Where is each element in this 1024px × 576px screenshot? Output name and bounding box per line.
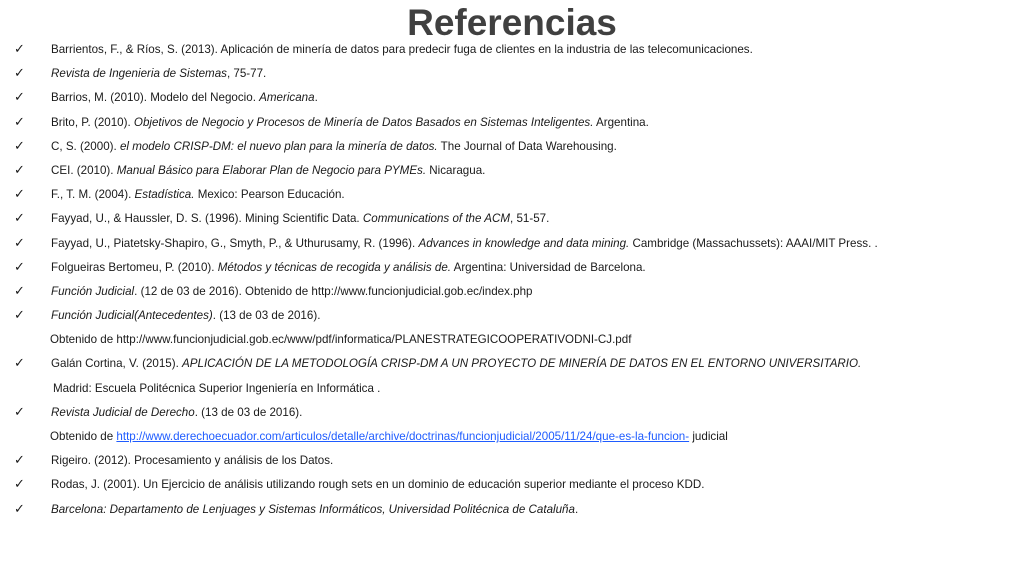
- reference-segment: F., T. M. (2004).: [51, 188, 135, 202]
- checkmark-icon: ✓: [14, 42, 25, 57]
- reference-italic-segment: APLICACIÓN DE LA METODOLOGÍA CRISP-DM A UN PROYECTO DE MINERÍA DE DATOS EN EL ENTORNO UNIVERSITARIO.: [182, 357, 862, 371]
- checkmark-icon: ✓: [14, 356, 25, 372]
- reference-segment: Brito, P. (2010).: [51, 115, 134, 129]
- reference-segment: Fayyad, U., & Haussler, D. S. (1996). Mining Scientific Data.: [51, 212, 363, 226]
- reference-italic-segment: Función Judicial: [51, 284, 135, 298]
- reference-item: [0, 183, 1024, 207]
- reference-text: [51, 62, 266, 86]
- reference-text: [50, 425, 728, 449]
- checkmark-icon: ✓: [14, 308, 25, 324]
- page-title: Referencias: [407, 2, 617, 43]
- reference-link[interactable]: http://www.derechoecuador.com/articulos/detalle/archive/doctrinas/funcionjudicial/2005/11/24/que-es-la-funcion-: [116, 430, 690, 443]
- reference-segment: Argentina: Universidad de Barcelona.: [451, 260, 646, 274]
- checkmark-icon: ✓: [14, 453, 25, 469]
- reference-segment: Mexico: Pearson Educación.: [194, 188, 345, 202]
- reference-text: [51, 183, 345, 207]
- reference-item: [0, 207, 1024, 231]
- reference-text: [51, 38, 753, 62]
- reference-italic-segment: Revista de Ingenieria de Sistemas: [51, 67, 227, 81]
- checkmark-icon: ✓: [14, 162, 25, 178]
- reference-item: [0, 38, 1024, 62]
- reference-item: [0, 280, 1024, 304]
- checkmark-icon: ✓: [14, 138, 25, 154]
- checkmark-icon: ✓: [14, 404, 25, 420]
- reference-item: [0, 498, 1024, 522]
- reference-text: [51, 207, 549, 231]
- reference-segment: Barrios, M. (2010). Modelo del Negocio.: [51, 91, 260, 105]
- reference-segment: Rigeiro. (2012). Procesamiento y análisis de los Datos.: [51, 454, 334, 468]
- reference-text: [51, 498, 578, 522]
- reference-item: [0, 328, 1024, 352]
- checkmark-icon: ✓: [14, 477, 25, 493]
- reference-segment: Obtenido de http://www.funcionjudicial.gob.ec/www/pdf/informatica/PLANESTRATEGICOOPERATIVODNI-CJ.pdf: [50, 333, 632, 347]
- reference-segment: CEI. (2010).: [51, 163, 117, 177]
- checkmark-icon: ✓: [14, 114, 25, 130]
- checkmark-icon: ✓: [14, 259, 25, 275]
- reference-text: [51, 135, 617, 159]
- reference-text: [51, 473, 704, 497]
- reference-text: [51, 449, 333, 473]
- reference-text: [51, 304, 320, 328]
- reference-segment: Cambridge (Massachussets): AAAI/MIT Press. .: [629, 236, 878, 250]
- reference-segment: . (13 de 03 de 2016).: [212, 309, 321, 323]
- reference-text: [51, 280, 532, 304]
- reference-segment: The Journal of Data Warehousing.: [437, 139, 617, 153]
- reference-segment: Madrid: Escuela Politécnica Superior Ingeniería en Informática .: [53, 381, 381, 395]
- reference-item: [0, 449, 1024, 473]
- reference-italic-segment: Revista Judicial de Derecho: [51, 405, 195, 419]
- checkmark-icon: ✓: [14, 211, 25, 227]
- reference-text: [51, 232, 878, 256]
- reference-item: [0, 304, 1024, 328]
- reference-item: [0, 473, 1024, 497]
- reference-item: [0, 256, 1024, 280]
- reference-item: [0, 401, 1024, 425]
- reference-italic-segment: Métodos y técnicas de recogida y análisis de.: [217, 260, 451, 274]
- checkmark-icon: ✓: [14, 90, 25, 106]
- reference-item: [0, 377, 1024, 401]
- reference-segment: Obtenido de: [50, 430, 117, 443]
- reference-segment: Nicaragua.: [426, 163, 486, 177]
- reference-text: [50, 328, 631, 352]
- reference-italic-segment: Communications of the ACM: [362, 212, 510, 226]
- reference-italic-segment: Función Judicial(Antecedentes): [51, 309, 213, 323]
- reference-item: [0, 135, 1024, 159]
- reference-segment: Rodas, J. (2001). Un Ejercicio de análisis utilizando rough sets en un dominio de educación superior mediante el proceso KDD.: [51, 478, 705, 492]
- reference-text: [51, 86, 318, 110]
- reference-italic-segment: el modelo CRISP-DM: el nuevo plan para la minería de datos.: [119, 139, 438, 153]
- reference-italic-segment: Estadística.: [134, 188, 195, 202]
- checkmark-icon: ✓: [14, 235, 25, 251]
- reference-text: [51, 352, 861, 376]
- reference-italic-segment: Manual Básico para Elaborar Plan de Negocio para PYMEs.: [116, 163, 427, 177]
- reference-segment: Folgueiras Bertomeu, P. (2010).: [51, 260, 218, 274]
- reference-segment: C, S. (2000).: [51, 139, 120, 153]
- reference-text: [51, 401, 302, 425]
- reference-segment: .: [314, 91, 318, 105]
- reference-italic-segment: Advances in knowledge and data mining.: [418, 236, 630, 250]
- reference-item: [0, 232, 1024, 256]
- checkmark-icon: ✓: [14, 66, 25, 82]
- reference-segment: . (12 de 03 de 2016). Obtenido de http://www.funcionjudicial.gob.ec/index.php: [134, 284, 533, 298]
- reference-italic-segment: Objetivos de Negocio y Procesos de Minería de Datos Basados en Sistemas Inteligentes.: [133, 115, 594, 129]
- reference-italic-segment: Barcelona: Departamento de Lenjuages y Sistemas Informáticos, Universidad Politécnica de Cataluña: [51, 502, 575, 516]
- reference-text: [51, 159, 485, 183]
- reference-text: [51, 256, 646, 280]
- reference-item: [0, 159, 1024, 183]
- reference-text: [51, 111, 649, 135]
- reference-segment: .: [574, 502, 579, 516]
- reference-segment: Barrientos, F., & Ríos, S. (2013). Aplicación de minería de datos para predecir fuga de clientes en la industria de las telecomunicaciones.: [51, 43, 753, 56]
- reference-segment: judicial: [689, 430, 728, 443]
- reference-segment: Argentina.: [593, 115, 649, 129]
- reference-item: [0, 425, 1024, 449]
- checkmark-icon: ✓: [14, 501, 25, 517]
- reference-item: [0, 111, 1024, 135]
- reference-text: [53, 377, 380, 401]
- reference-item: [0, 352, 1024, 376]
- reference-italic-segment: Americana: [259, 91, 315, 105]
- reference-segment: Fayyad, U., Piatetsky-Shapiro, G., Smyth, P., & Uthurusamy, R. (1996).: [51, 236, 419, 250]
- reference-segment: . (13 de 03 de 2016).: [194, 405, 303, 419]
- reference-list: [0, 38, 1024, 522]
- checkmark-icon: ✓: [14, 187, 25, 203]
- reference-segment: , 75-77.: [226, 67, 267, 81]
- checkmark-icon: ✓: [14, 283, 25, 299]
- reference-segment: , 51-57.: [510, 212, 550, 226]
- reference-item: [0, 62, 1024, 86]
- reference-segment: Galán Cortina, V. (2015).: [51, 357, 183, 371]
- reference-item: [0, 86, 1024, 110]
